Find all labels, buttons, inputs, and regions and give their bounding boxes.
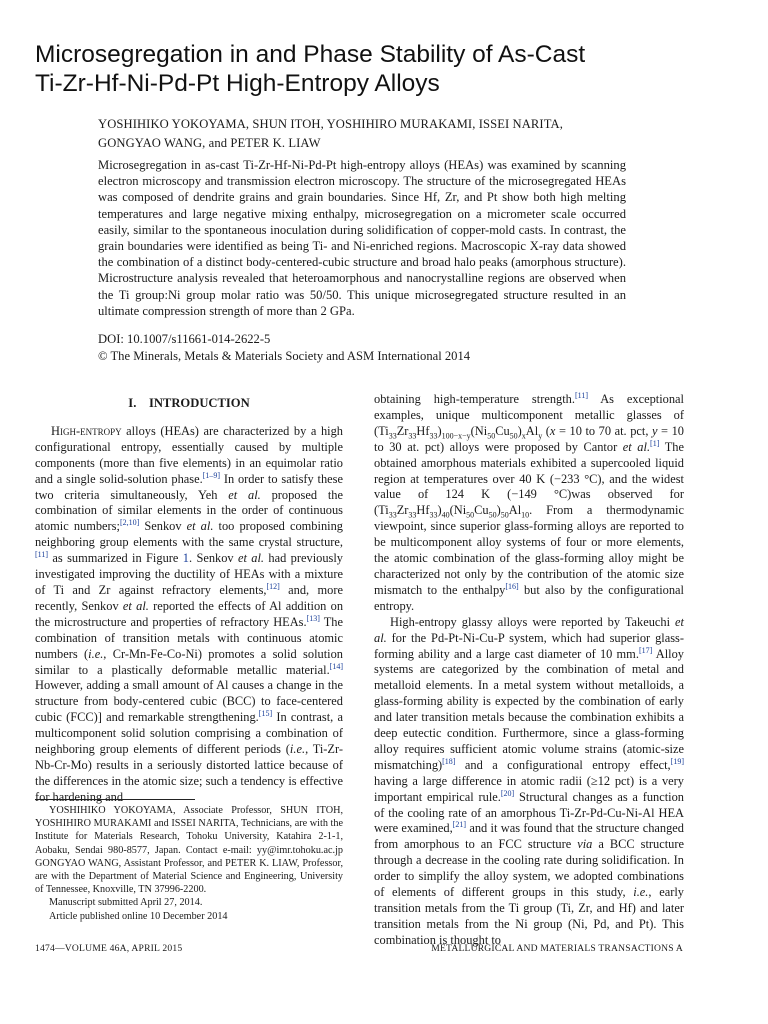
copyright-line: © The Minerals, Metals & Materials Society and ASM International 2014 [98, 348, 471, 363]
footnote-affiliation: YOSHIHIKO YOKOYAMA, Associate Professor, SHUN ITOH, YOSHIHIRO MURAKAMI and ISSEI NARITA, Technicians, are with the Institute for Materials Research, Tohoku University, Katahira 2-1-1, Aobaku, Sendai 980-8577, Japan. Contact e-mail: yy@imr.tohoku.ac.jp GONGYAO WANG, Assistant Professor, and PETER K. LIAW, Professor, are with the Department of Material Science and Engineering, University of Tennessee, Knoxville, TN 37996-2200. [35, 805, 343, 896]
running-footer-right: METALLURGICAL AND MATERIALS TRANSACTIONS A [431, 943, 683, 954]
left-column [35, 394, 343, 806]
intro-paragraph-2: High-entropy glassy alloys were reported by Takeuchi et al. for the Pd-Pt-Ni-Cu-P system, which had superior glass-forming ability and a large cast diameter of 10 mm.[17] Alloy systems are categorized by the combination of metal and metalloid elements. In a metal system without metalloids, a glass-forming ability is expected by the combination of early and later transition metals because the combination exhibits a deep eutectic condition. Furthermore, since a glass-forming alloy requires sufficient atomic volume strains (atomic-size mismatching)[18] and a configurational entropy effect,[19] having a large difference in atomic radii (≥12 pct) is a very important empirical rule.[20] Structural changes as a function of the cooling rate of an amorphous Ti-Zr-Pd-Cu-Ni-Al HEA were examined,[21] and it was found that the structure changed from amorphous to an FCC structure via a BCC structure through a decrease in the cooling rate during solidification. In order to simplify the alloy system, we adopted combinations of elements of different groups in this study, i.e., early transition metals from the Ti group (Ti, Zr, and Hf) and later transition metals from the Ni group (Ni, Pd, and Pt). This combination is thought to [374, 614, 685, 947]
footnote-submitted: Manuscript submitted April 27, 2014. [49, 897, 203, 909]
author-list [98, 115, 628, 153]
author-footnote [35, 804, 343, 923]
footnote-divider [35, 799, 195, 800]
intro-paragraph-1-cont: obtaining high-temperature strength.[11] As exceptional examples, unique multicomponent metallic glasses of $(Ti_{33}Zr_{33}Hf_{33})_{100-x-y}(Ni_{50}Cu_{50})_xAl_y$ (x = 10 to 70 at. pct, y = 10 to 30 at. pct) alloys were proposed by Cantor et al.[1] The obtained amorphous materials exhibited a supercooled liquid region at temperatures over 40 K (−233 °C), and the widest value of 124 K (−149 °C)was observed for $(Ti_{33}Zr_{33}Hf_{33})_{40}(Ni_{50}Cu_{50})_{50}Al_{10}$. From a thermodynamic viewpoint, since superior glass-forming alloys are reported to be multicomponent alloy systems of four or more elements, the atomic combination of the glass-forming alloy might be characterized not only by the contribution of the atomic size mismatch to the enthalpy[16] but also by the configurational entropy. [374, 390, 684, 613]
doi-block [98, 331, 626, 364]
author-line-1: YOSHIHIKO YOKOYAMA, SHUN ITOH, YOSHIHIRO MURAKAMI, ISSEI NARITA, [98, 117, 563, 131]
running-footer-left: 1474—VOLUME 46A, APRIL 2015 [35, 943, 183, 954]
intro-paragraph-1: High-entropy alloys (HEAs) are characterized by a high configurational entropy, essentially caused by multiple components (more than five elements) in an equimolar ratio and a single solid-solution phase.[1–9] In order to satisfy these two criteria simultaneously, Yeh et al. proposed the combination of similar elements in the order of continuous atomic numbers;[2,10] Senkov et al. too proposed combining neighboring group elements with the same crystal structure,[11] as summarized in Figure 1. Senkov et al. had previously investigated improving the ductility of HEAs with a mixture of Ti and Zr against refractory elements,[12] and, more recently, Senkov et al. reported the effects of Al addition on the microstructure and properties of refractory HEAs.[13] The combination of transition metals with continuous atomic numbers (i.e., Cr-Mn-Fe-Co-Ni) promotes a solid solution similar to a plastically deformable metallic material.[14] However, adding a small amount of Al causes a change in the structure from body-centered cubic (BCC) to face-centered cubic (FCC)] and remarkable strengthening.[15] In contrast, a multicomponent solid solution comprising a combination of neighboring group elements of different periods (i.e., Ti-Zr-Nb-Cr-Mo) results in a seriously distorted lattice because of the differences in the atomic size; such a tendency is effective for hardening and [35, 423, 344, 804]
article-title [35, 40, 735, 98]
footnote-published: Article published online 10 December 2014 [49, 910, 228, 922]
author-line-2: GONGYAO WANG, and PETER K. LIAW [98, 136, 321, 150]
doi-link[interactable]: DOI: 10.1007/s11661-014-2622-5 [98, 332, 271, 346]
right-column [374, 392, 684, 949]
title-line-1: Microsegregation in and Phase Stability of As-Cast [35, 41, 586, 68]
title-line-2: Ti-Zr-Hf-Ni-Pd-Pt High-Entropy Alloys [35, 70, 440, 97]
section-heading: I. INTRODUCTION [128, 396, 250, 410]
abstract: Microsegregation in as-cast Ti-Zr-Hf-Ni-Pd-Pt high-entropy alloys (HEAs) was examined by scanning electron microscopy and transmission electron microscopy. The structure of the microsegregated HEAs was composed of dendrite grains and grain boundaries. Since Hf, Zr, and Pt show both high melting temperatures and large negative mixing enthalpy, microsegregation on a micrometer scale occurred easily, similar to the spontaneous inoculation during solidification of copper-mold casts. In contrast, the grain boundaries were identified as being Ti- and Ni-enriched regions. Macroscopic X-ray data showed the combination of a distinct body-centered-cubic structure and broad halo peaks (amorphous structure). Microstructure analysis revealed that heteroamorphous and nanocrystalline regions are observed when the Ti group:Ni group molar ratio was 50/50. This unique microsegregated structure resulted in an ultimate compression strength of more than 2 GPa. [98, 158, 626, 318]
